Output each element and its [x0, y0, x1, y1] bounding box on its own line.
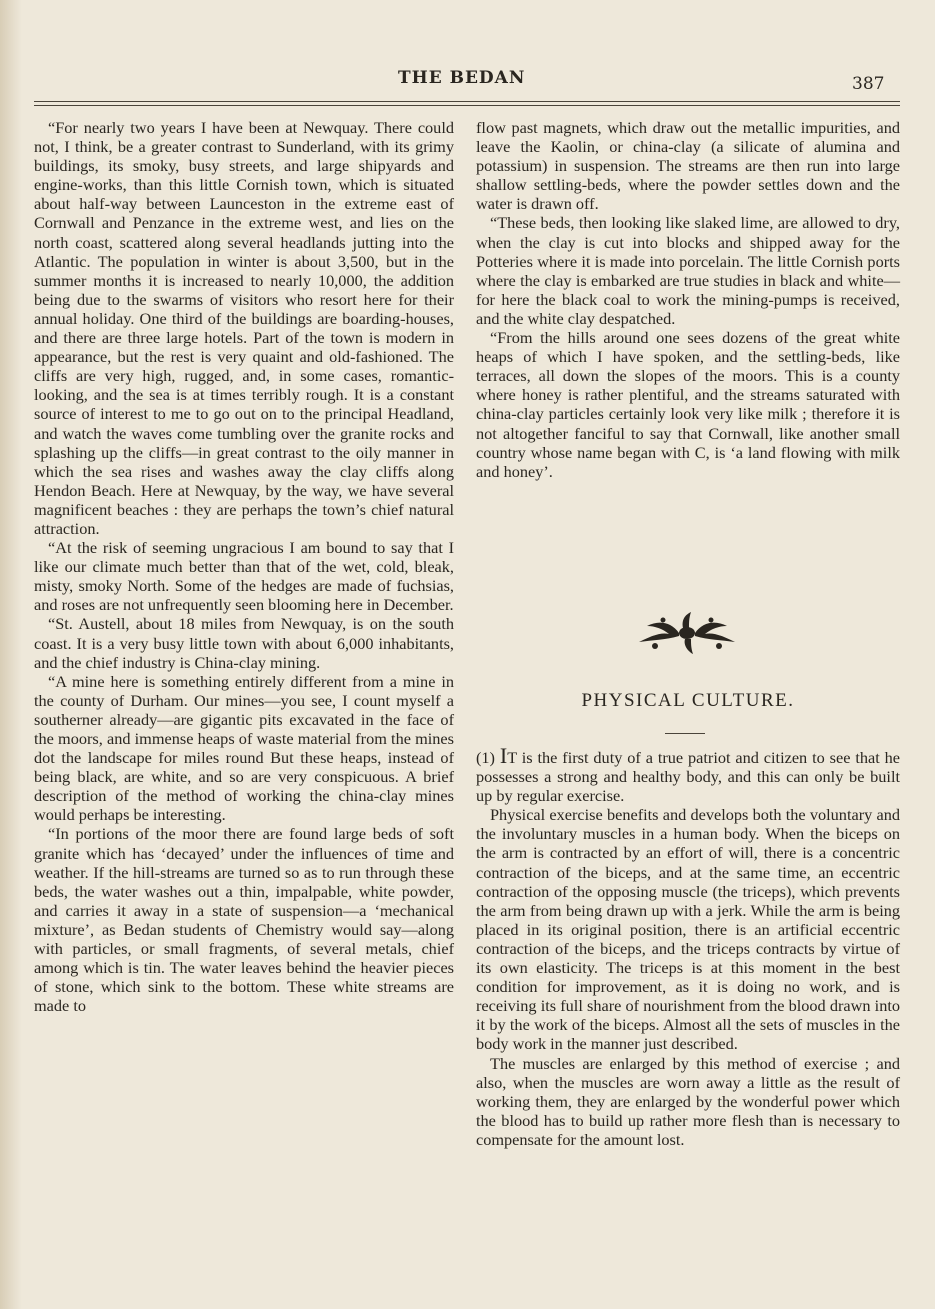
paragraph: The muscles are enlarged by this method of exercise ; and also, when the muscles are worn away a little as the result of working them, they are enlarged by the wonderful power which the blood has to build up rather more flesh than is necessary to compensate for the amount lost.	[476, 1053, 900, 1149]
drop-cap: I	[499, 743, 508, 768]
paragraph: “These beds, then looking like slaked lime, are allowed to dry, when the clay is cut into blocks and shipped away for the Potteries where it is made into porcelain. The little Cornish ports where the clay is embarked are true studies in black and white—for here the black coal to work the mining-pumps is received, and the white clay despatched.	[476, 213, 900, 328]
paragraph-text: T is the first duty of a true patriot and citizen to see that he possesses a strong and healthy body, and this can only be built up by regular exercise.	[476, 748, 900, 806]
paragraph: “At the risk of seeming ungracious I am bound to say that I like our climate much better than that of the wet, cold, bleak, misty, smoky North. Some of the hedges are made of fuchsias, and roses are not unfrequently seen blooming here in December.	[34, 538, 454, 615]
running-header	[0, 66, 935, 96]
section-heading: PHYSICAL CULTURE.	[581, 690, 795, 711]
header-rule-bottom	[34, 105, 900, 106]
paragraph: “A mine here is something entirely different from a mine in the county of Durham. Our mines—you see, I count myself a southerner already—are gigantic pits excavated in the face of the moors, and immense heaps of waste material from the mines dot the landscape for miles round But these heaps, instead of being black, are white, and so are very conspicuous. A brief description of the method of working the china-clay mines would perhaps be interesting.	[34, 671, 454, 825]
page-number: 387	[852, 74, 885, 94]
header-rule-top	[34, 101, 900, 102]
paragraph: Physical exercise benefits and develops both the voluntary and the involuntary muscles in a human body. When the biceps on the arm is contracted by an effort of will, there is a concentric contraction of the biceps, and at the same time, an eccentric contraction of the opposing muscle (the triceps), which prevents the arm from being drawn up with a jerk. While the arm is being placed in its original position, there is an artificial eccentric contraction of the biceps, and the triceps contracts by virtue of its own elasticity. The triceps is at this moment in the best condition for improvement, as it is doing no work, and is receiving its full share of nourishment from the blood drawn into it by the work of the biceps. Almost all the sets of muscles in the body work in the manner just described.	[476, 805, 900, 1054]
right-column	[476, 118, 900, 481]
paragraph: “From the hills around one sees dozens of the great white heaps of which I have spoken, and the settling-beds, like terraces, all down the slopes of the moors. This is a county where honey is rather plentiful, and the streams saturated with china-clay particles certainly look very like milk ; therefore it is not altogether fanciful to say that Cornwall, like another small country whose name began with C, is ‘a land flowing with milk and honey’.	[476, 328, 900, 481]
paragraph-number: (1)	[476, 748, 495, 767]
paragraph: “In portions of the moor there are found large beds of soft granite which has ‘decayed’ under the influences of time and weather. If the hill-streams are turned so as to run through these beds, the water washes out a thin, impalpable, white powder, and carries it away in a state of suspension—a ‘mechanical mixture’, as Bedan students of Chemistry would say—along with particles, or small fragments, of several metals, chief among which is tin. The water leaves behind the heavier pieces of stone, which sink to the bottom. These white streams are made to	[34, 824, 454, 1016]
paragraph: “St. Austell, about 18 miles from Newquay, is on the south coast. It is a very busy little town with about 6,000 inhabitants, and the chief industry is China-clay mining.	[34, 614, 454, 672]
first-paragraph	[476, 743, 900, 806]
paragraph: “For nearly two years I have been at Newquay. There could not, I think, be a greater contrast to Sunderland, with its grimy buildings, its smoky, busy streets, and large shipyards and engine-works, than this little Cornish town, which is situated about half-way between Launceston in the extreme east of Cornwall and Penzance in the extreme west, and lies on the north coast, scattered along several headlands jutting into the Atlantic. The population in winter is about 3,500, but in the summer months it is increased to nearly 10,000, the addition being due to the swarms of visitors who resort here for their annual holiday. One third of the buildings are boarding-houses, and there are three large hotels. Part of the town is modern in appearance, but the rest is very quaint and old-fashioned. The cliffs are very high, rugged, and, in some cases, romantic-looking, and the sea is at times terribly rough. It is a constant source of interest to me to go out on to the principal Headland, and watch the waves come tumbling over the granite rocks and splashing up the cliffs—in great contrast to the oily manner in which the sea rises and washes away the clay cliffs along Hendon Beach. Here at Newquay, by the way, we have several magnificent beaches : they are perhaps the town’s chief natural attraction.	[34, 118, 454, 538]
page-edge-shadow	[0, 0, 22, 1309]
floral-ornament-icon	[633, 610, 741, 656]
heading-rule	[665, 733, 705, 734]
running-title: THE BEDAN	[398, 68, 526, 88]
paragraph: flow past magnets, which draw out the metallic impurities, and leave the Kaolin, or china-clay (a silicate of alumina and potassium) in suspension. The streams are then run into large shallow settling-beds, where the powder settles down and the water is drawn off.	[476, 118, 900, 214]
left-column	[34, 118, 454, 1015]
physical-culture-body	[476, 743, 900, 1149]
